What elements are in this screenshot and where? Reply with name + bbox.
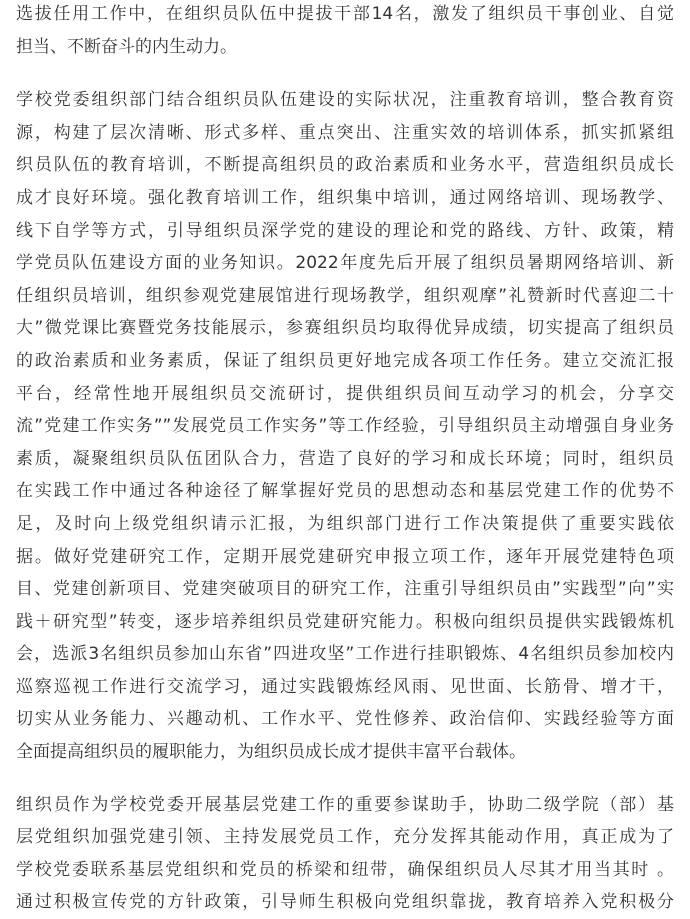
- text-line: 在实践工作中通过各种途径了解掌握好党员的思想动态和基层党建工作的优势不: [16, 481, 674, 502]
- paragraph-3: [16, 789, 674, 919]
- text-line: 足，及时向上级党组织请示汇报，为组织部门进行工作决策提供了重要实践依: [16, 513, 674, 534]
- text-line: 学校党委组织部门结合组织员队伍建设的实际状况，注重教育培训，整合教育资: [16, 90, 674, 111]
- text-line: 流”党建工作实务””发展党员工作实务”等工作经验，引导组织员主动增强自身业务: [16, 416, 674, 437]
- text-line: 织员队伍的教育培训，不断提高组织员的政治素质和业务水平，营造组织员成长: [16, 155, 674, 176]
- article-body: [16, 0, 674, 919]
- text-line: 会，选派3名组织员参加山东省”四进攻坚”工作进行挂职锻炼、4名组织员参加校内: [16, 644, 674, 665]
- text-line: 素质，凝聚组织员队伍团队合力，营造了良好的学习和成长环境；同时，组织员: [16, 448, 674, 469]
- text-line: 层党组织加强党建引领、主持发展党员工作，充分发挥其能动作用，真正成为了: [16, 827, 674, 848]
- text-line: 大”微党课比赛暨党务技能展示，参赛组织员均取得优异成绩，切实提高了组织员: [16, 318, 674, 339]
- text-line: 学校党委联系基层党组织和党员的桥梁和纽带，确保组织员人尽其才用当其时 。: [16, 859, 674, 880]
- text-line: 选拔任用工作中，在组织员队伍中提拔干部14名，激发了组织员干事创业、自觉: [16, 4, 674, 24]
- text-line: 目、党建创新项目、党建突破项目的研究工作，注重引导组织员由”实践型”向”实: [16, 579, 674, 600]
- text-line: 巡察巡视工作进行交流学习，通过实践锻炼经风雨、见世面、长筋骨、增才干，: [16, 676, 674, 697]
- paragraph-1: [16, 0, 674, 63]
- text-line: 据。做好党建研究工作，定期开展党建研究申报立项工作，逐年开展党建特色项: [16, 546, 674, 567]
- text-line: 组织员作为学校党委开展基层党建工作的重要参谋助手，协助二级学院（部）基: [16, 794, 674, 815]
- paragraph-gap: [16, 769, 674, 789]
- text-line: 源，构建了层次清晰、形式多样、重点突出、注重实效的培训体系，抓实抓紧组: [16, 122, 674, 143]
- paragraph-2: [16, 84, 674, 768]
- text-line: 担当、不断奋斗的内生动力。: [16, 36, 237, 57]
- text-line: 践＋研究型”转变，逐步培养组织员党建研究能力。积极向组织员提供实践锻炼机: [16, 611, 674, 632]
- text-line: 的政治素质和业务素质，保证了组织员更好地完成各项工作任务。建立交流汇报: [16, 350, 674, 371]
- text-line: 线下自学等方式，引导组织员深学党的建设的理论和党的路线、方针、政策，精: [16, 220, 674, 241]
- text-line: 全面提高组织员的履职能力，为组织员成长成才提供丰富平台载体。: [16, 742, 526, 763]
- text-line: 平台，经常性地开展组织员交流研讨，提供组织员间互动学习的机会，分享交: [16, 383, 674, 404]
- text-line: 切实从业务能力、兴趣动机、工作水平、党性修养、政治信仰、实践经验等方面: [16, 709, 674, 730]
- text-line: 成才良好环境。强化教育培训工作，组织集中培训，通过网络培训、现场教学、: [16, 187, 674, 208]
- text-line: 通过积极宣传党的方针政策，引导师生积极向党组织靠拢，教育培养入党积极分: [16, 892, 674, 913]
- paragraph-gap: [16, 63, 674, 84]
- text-line: 任组织员培训，组织参观党建展馆进行现场教学，组织观摩”礼赞新时代喜迎二十: [16, 285, 674, 306]
- text-line: 学党员队伍建设方面的业务知识。2022年度先后开展了组织员暑期网络培训、新: [16, 253, 674, 274]
